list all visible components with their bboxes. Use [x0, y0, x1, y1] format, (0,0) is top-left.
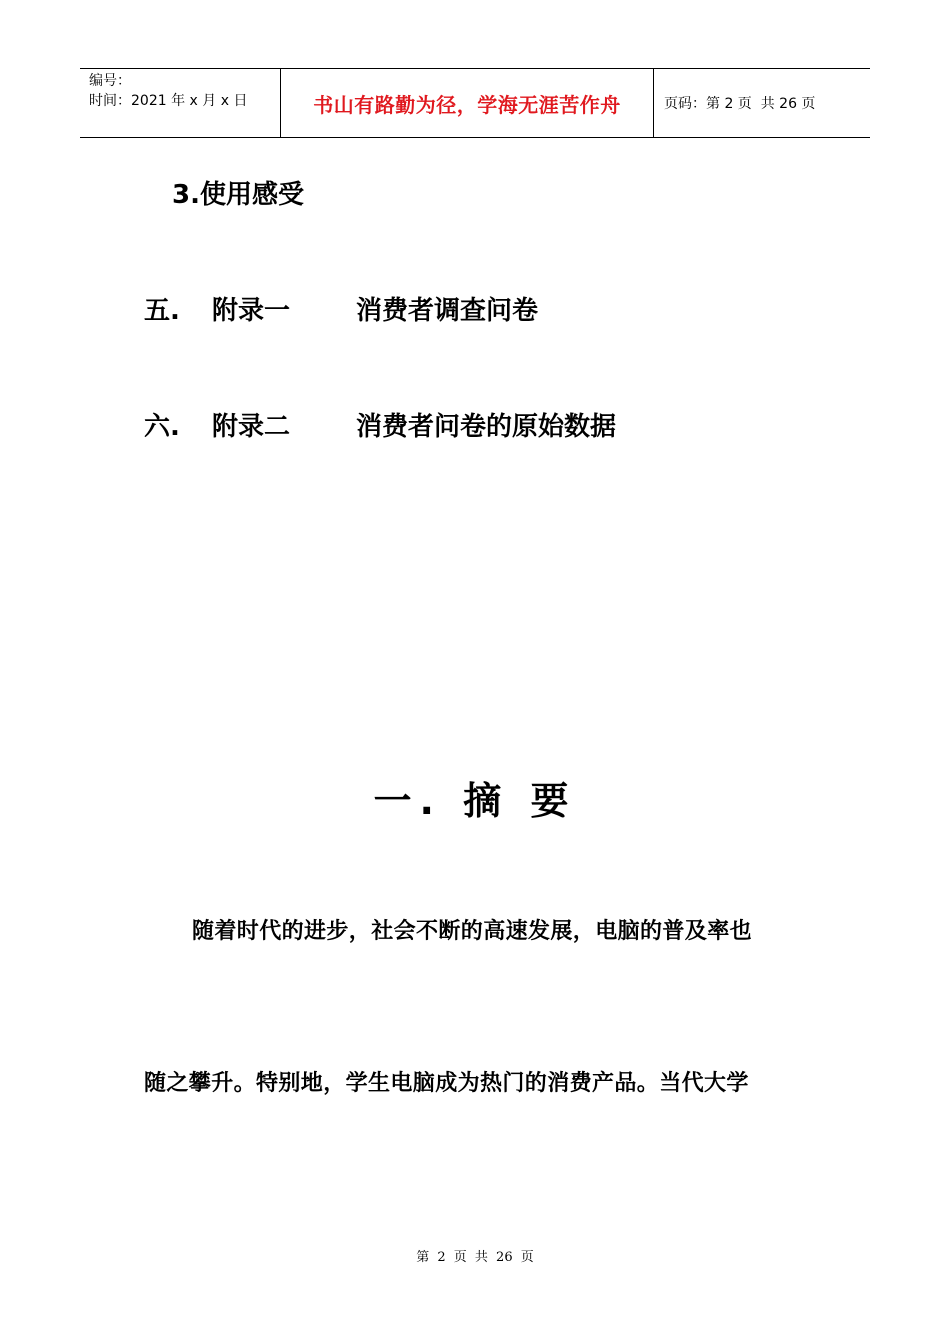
code-label: 编号： — [89, 73, 131, 89]
section-title: 一. 摘 要 — [373, 779, 577, 823]
header-meta — [80, 69, 281, 137]
toc-item-3: 3.使用感受 — [172, 180, 304, 210]
toc-item-5-label: 附录一 — [212, 296, 291, 326]
toc-item-6-number: 六. — [144, 412, 180, 442]
time-label: 时间：2021 年 x 月 x 日 — [89, 93, 248, 109]
body-line-1: 随着时代的进步，社会不断的高速发展，电脑的普及率也 — [192, 919, 753, 944]
toc-item-6 — [144, 406, 616, 443]
header-motto: 书山有路勤为径，学海无涯苦作舟 — [281, 69, 654, 137]
page-header — [80, 68, 870, 138]
toc-item-5-title: 消费者调查问卷 — [356, 296, 539, 326]
page-footer: 第 2 页 共 26 页 — [416, 1250, 534, 1265]
toc-item-5 — [144, 290, 538, 327]
toc-item-5-number: 五. — [144, 296, 180, 326]
toc-item-6-label: 附录二 — [212, 412, 291, 442]
toc-item-6-title: 消费者问卷的原始数据 — [356, 412, 617, 442]
body-line-2: 随之攀升。特别地，学生电脑成为热门的消费产品。当代大学 — [144, 1071, 749, 1096]
header-page-info: 页码：第 2 页 共 26 页 — [664, 96, 816, 112]
